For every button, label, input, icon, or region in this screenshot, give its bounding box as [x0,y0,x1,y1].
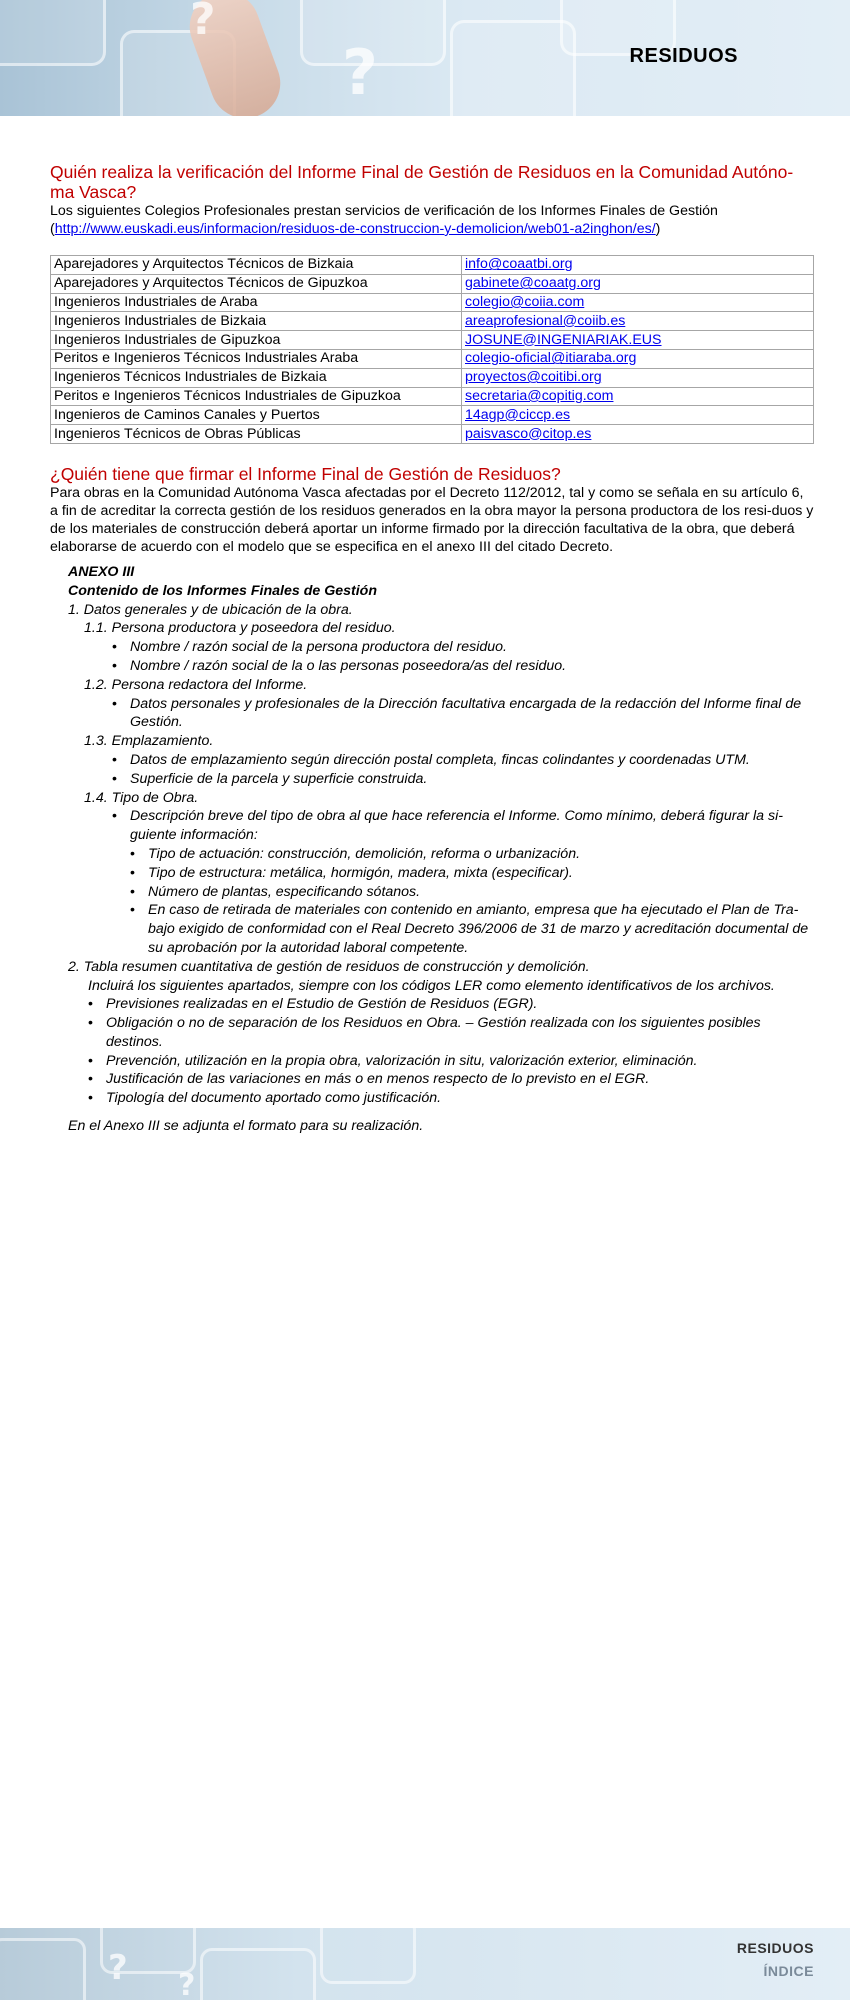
colegio-email-cell [462,368,814,387]
list-item: • Tipología del documento aportado como justificación. [88,1090,442,1107]
list-item: • En caso de retirada de materiales con contenido en amianto, empresa que ha ejecutado el Plan de Tra-bajo exigido de conformidad con el Real Decreto 396/2006 de 31 de marzo y acreditación documental de su aprobación por la autoridad laboral competente. [130,902,809,956]
intro-text: Los siguientes Colegios Profesionales prestan servicios de verificación de los Informes Finales de Gestión [50,203,718,219]
table-row [51,387,814,406]
colegio-email-link[interactable]: proyectos@coitibi.org [465,369,602,386]
decor-tile [0,0,106,66]
list-item: • Prevención, utilización en la propia obra, valorización in situ, valorización exterior, eliminación. [88,1052,698,1069]
section-heading-verification: Quién realiza la verificación del Informe Final de Gestión de Residuos en la Comunidad Autóno-ma Vasca? [50,162,794,202]
annex-item-1-4: 1.4. Tipo de Obra. [84,789,199,806]
page-title: RESIDUOS [629,45,738,67]
colegio-name: Ingenieros Técnicos Industriales de Bizkaia [51,368,462,387]
table-row [51,256,814,275]
list-item: • Datos personales y profesionales de la Dirección facultativa encargada de la redacción del Informe final de Gestión. [112,695,802,731]
annex-title: ANEXO III [68,563,135,580]
table-row [51,312,814,331]
list-item: • Previsiones realizadas en el Estudio de Gestión de Residuos (EGR). [88,996,538,1013]
table-row [51,274,814,293]
list-item: • Datos de emplazamiento según dirección postal completa, fincas colindantes y coordenadas UTM. [112,751,750,768]
table-row [51,331,814,350]
colegio-name: Ingenieros de Caminos Canales y Puertos [51,406,462,425]
colegio-email-link[interactable]: paisvasco@citop.es [465,425,592,442]
section-heading-signature: ¿Quién tiene que firmar el Informe Final de Gestión de Residuos? [50,463,561,484]
annex-list-2 [88,995,814,1108]
footer-banner [0,1928,850,2000]
annex-list-1-4-sub [130,845,814,958]
colegio-name: Ingenieros Industriales de Araba [51,293,462,312]
table-row [51,349,814,368]
question-mark-icon: ? [190,0,216,45]
euskadi-link[interactable]: http://www.euskadi.eus/informacion/residuos-de-construccion-y-demolicion/web01-a2inghon/es/ [54,221,656,237]
colegio-email-cell [462,349,814,368]
table-row [51,293,814,312]
table-row [51,425,814,444]
annex-list-1-2 [112,695,814,733]
colegio-email-link[interactable]: 14agp@ciccp.es [465,406,571,423]
decor-tile [320,1928,416,1984]
question-mark-icon: ? [108,1948,128,1988]
colegio-email-cell [462,274,814,293]
colegio-email-link[interactable]: gabinete@coaatg.org [465,275,601,292]
annex-item-2-intro: Incluirá los siguientes apartados, siempre con los códigos LER como elemento identificativos de los archivos. [88,977,775,994]
paren-close: ) [655,221,661,237]
colegios-table [50,255,814,444]
colegio-name: Aparejadores y Arquitectos Técnicos de Gipuzkoa [51,274,462,293]
list-item: • Descripción breve del tipo de obra al que hace referencia el Informe. Como mínimo, deberá figurar la si-guiente información: [112,808,783,844]
list-item: • Tipo de actuación: construcción, demolición, reforma o urbanización. [130,845,581,862]
annex-list-1-3 [112,751,814,789]
table-row [51,368,814,387]
colegio-email-link[interactable]: areaprofesional@coiib.es [465,312,626,329]
colegio-email-cell [462,425,814,444]
colegio-email-link[interactable]: secretaria@copitig.com [465,387,614,404]
annex-list-1-1 [112,638,814,676]
index-link[interactable]: ÍNDICE [763,1963,814,1979]
list-item: • Tipo de estructura: metálica, hormigón, madera, mixta (especificar). [130,864,573,881]
colegio-name: Ingenieros Industriales de Bizkaia [51,312,462,331]
colegio-email-cell [462,331,814,350]
colegio-email-link[interactable]: colegio@coiia.com [465,293,585,310]
colegio-name: Aparejadores y Arquitectos Técnicos de Bizkaia [51,256,462,275]
colegio-email-link[interactable]: JOSUNE@INGENIARIAK.EUS [465,331,662,348]
colegio-name: Peritos e Ingenieros Técnicos Industriales Araba [51,349,462,368]
list-item: • Obligación o no de separación de los Residuos en Obra. – Gestión realizada con los siguientes posibles destinos. [88,1015,761,1050]
decor-tile [200,1948,316,2000]
colegio-email-cell [462,387,814,406]
header-banner [0,0,850,116]
footer-title: RESIDUOS [736,1940,814,1956]
annex-item-1-2: 1.2. Persona redactora del Informe. [84,676,308,693]
question-mark-icon: ? [342,36,378,109]
colegio-name: Peritos e Ingenieros Técnicos Industriales de Gipuzkoa [51,387,462,406]
list-item: • Número de plantas, especificando sótanos. [130,883,421,900]
annex-iii [68,563,814,1136]
colegio-email-cell [462,312,814,331]
colegio-name: Ingenieros Técnicos de Obras Públicas [51,425,462,444]
list-item: • Nombre / razón social de la persona productora del residuo. [112,639,507,656]
verification-intro [50,202,814,238]
annex-item-1: 1. Datos generales y de ubicación de la obra. [68,601,353,618]
decor-tile [450,20,576,116]
colegio-email-cell [462,293,814,312]
colegio-email-link[interactable]: colegio-oficial@itiaraba.org [465,350,637,367]
paren-open: ( [50,221,55,237]
decor-tile [0,1938,86,2000]
annex-list-1-4 [112,807,814,845]
colegio-name: Ingenieros Industriales de Gipuzkoa [51,331,462,350]
main-content [50,162,814,1136]
colegio-email-cell [462,406,814,425]
list-item: • Superficie de la parcela y superficie construida. [112,770,428,787]
list-item: • Justificación de las variaciones en más o en menos respecto de lo previsto en el EGR. [88,1071,650,1088]
annex-item-1-1: 1.1. Persona productora y poseedora del residuo. [84,620,396,637]
question-mark-icon: ? [178,1968,196,2000]
annex-item-2: 2. Tabla resumen cuantitativa de gestión de residuos de construcción y demolición. [68,958,590,975]
colegio-email-cell [462,256,814,275]
signature-body: Para obras en la Comunidad Autónoma Vasca afectadas por el Decreto 112/2012, tal y como se señala en su artículo 6, a fin de acreditar la correcta gestión de los residuos generados en la obra mayor la persona productora de los resi-duos y de los materiales de construcción deberá aportar un informe firmado por la dirección facultativa de la obra, que deberá elaborarse de acuerdo con el modelo que se especifica en el anexo III del citado Decreto. [50,484,814,555]
table-row [51,406,814,425]
colegio-email-link[interactable]: info@coaatbi.org [465,256,573,273]
list-item: • Nombre / razón social de la o las personas poseedora/as del residuo. [112,657,567,674]
annex-subtitle: Contenido de los Informes Finales de Gestión [68,582,378,599]
annex-closing: En el Anexo III se adjunta el formato para su realización. [68,1118,424,1135]
annex-item-1-3: 1.3. Emplazamiento. [84,733,214,750]
